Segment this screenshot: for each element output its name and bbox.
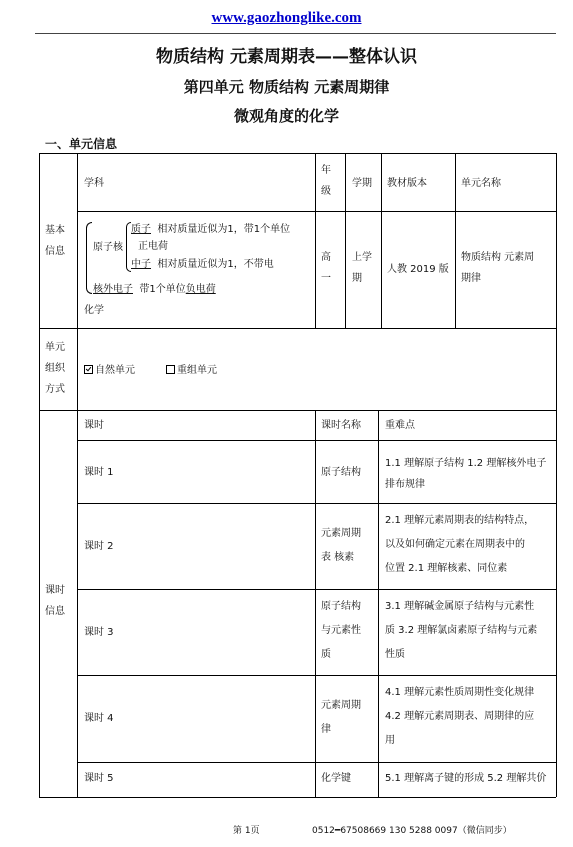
lesson-2-name: 元素周期 表 核素 <box>321 528 361 563</box>
document-title: 物质结构 元素周期表——整体认识 <box>156 47 417 67</box>
table-border-top <box>39 153 556 154</box>
lessons-header-name: 课时名称 <box>321 420 361 431</box>
row-divider <box>39 328 556 329</box>
header-rule <box>35 33 556 34</box>
lesson-4-label: 课时 4 <box>84 713 114 724</box>
lesson-1-name: 原子结构 <box>321 467 361 478</box>
lesson-4-name: 元素周期 律 <box>321 700 361 735</box>
proton-label: 质子 <box>131 224 151 235</box>
nucleus-label: 原子核 <box>93 242 123 253</box>
col-divider <box>345 153 346 328</box>
row-divider <box>77 440 556 441</box>
neutron-line <box>131 256 274 273</box>
lessons-label: 课时 信息 <box>45 585 65 617</box>
lesson-2-label: 课时 2 <box>84 541 114 552</box>
option-natural[interactable]: 自然单元 <box>84 362 135 379</box>
lesson-1-key: 1.1 理解原子结构 1.2 理解核外电子 排布规律 <box>385 458 547 490</box>
lesson-4-key: 4.1 理解元素性质周期性变化规律 4.2 理解元素周期表、周期律的应 用 <box>385 687 535 746</box>
contact-info: 0512━67508669 130 5288 0097（微信同步） <box>312 826 512 836</box>
lesson-1-label: 课时 1 <box>84 467 114 478</box>
row-divider <box>77 589 556 590</box>
outer-brace <box>86 222 92 294</box>
edition-value: 人教 2019 版 <box>387 264 449 275</box>
option-regroup[interactable]: 重组单元 <box>166 362 217 379</box>
unit-title: 第四单元 物质结构 元素周期律 <box>183 78 390 96</box>
neutron-desc: 相对质量近似为1，不带电 <box>157 259 274 270</box>
grade-value: 高 一 <box>321 252 331 284</box>
header-term: 学期 <box>352 178 372 189</box>
row-divider <box>39 410 556 411</box>
checkbox-empty-icon[interactable] <box>166 365 175 374</box>
lesson-5-name: 化学键 <box>321 773 351 784</box>
row-divider <box>77 503 556 504</box>
basic-info-label: 基本 信息 <box>45 225 65 257</box>
unit-subtitle: 微观角度的化学 <box>233 107 339 125</box>
table-border-left <box>39 153 40 797</box>
organization-label: 单元 组织 方式 <box>45 342 65 395</box>
col-divider <box>315 153 316 328</box>
neutron-label: 中子 <box>131 259 151 270</box>
subject-name: 化学 <box>84 305 104 316</box>
row-divider <box>77 211 556 212</box>
electron-charge: 负电荷 <box>185 284 216 295</box>
row-divider <box>77 675 556 676</box>
lesson-3-key: 3.1 理解碱金属原子结构与元素性 质 3.2 理解氯卤素原子结构与元素 性质 <box>385 601 538 660</box>
header-edition: 教材版本 <box>387 178 427 189</box>
col-divider <box>315 410 316 797</box>
electron-line <box>93 281 216 298</box>
site-url[interactable]: www.gaozhonglike.com <box>211 10 362 26</box>
lesson-5-label: 课时 5 <box>84 773 114 784</box>
table-border-bottom <box>39 797 556 798</box>
lesson-5-key: 5.1 理解离子键的形成 5.2 理解共价 <box>385 773 547 784</box>
checkbox-checked-icon[interactable] <box>84 365 93 374</box>
lessons-header-key: 重难点 <box>385 420 415 431</box>
table-border-right <box>556 153 557 797</box>
col-divider <box>77 153 78 797</box>
lesson-3-name: 原子结构 与元素性 质 <box>321 601 361 660</box>
proton-desc: 相对质量近似为1，带1个单位 <box>157 224 291 235</box>
term-value: 上学 期 <box>352 252 372 284</box>
lesson-3-label: 课时 3 <box>84 627 114 638</box>
header-grade: 年 级 <box>321 165 331 197</box>
lessons-header-lesson: 课时 <box>84 420 104 431</box>
section-heading: 一、单元信息 <box>45 137 118 151</box>
col-divider <box>381 153 382 328</box>
header-subject: 学科 <box>84 178 104 189</box>
electron-desc: 带1个单位 <box>139 284 186 295</box>
col-divider <box>455 153 456 328</box>
electron-label: 核外电子 <box>93 284 133 295</box>
row-divider <box>77 762 556 763</box>
lesson-2-key: 2.1 理解元素周期表的结构特点， 以及如何确定元素在周期表中的 位置 2.1 理解核素、同位素 <box>385 515 535 574</box>
header-unit-name: 单元名称 <box>461 178 501 189</box>
proton-desc-2: 正电荷 <box>138 241 168 252</box>
page-number: 第 1页 <box>233 826 260 836</box>
col-divider <box>378 410 379 797</box>
proton-line <box>131 221 290 238</box>
unit-name-value: 物质结构 元素周 期律 <box>461 252 535 284</box>
